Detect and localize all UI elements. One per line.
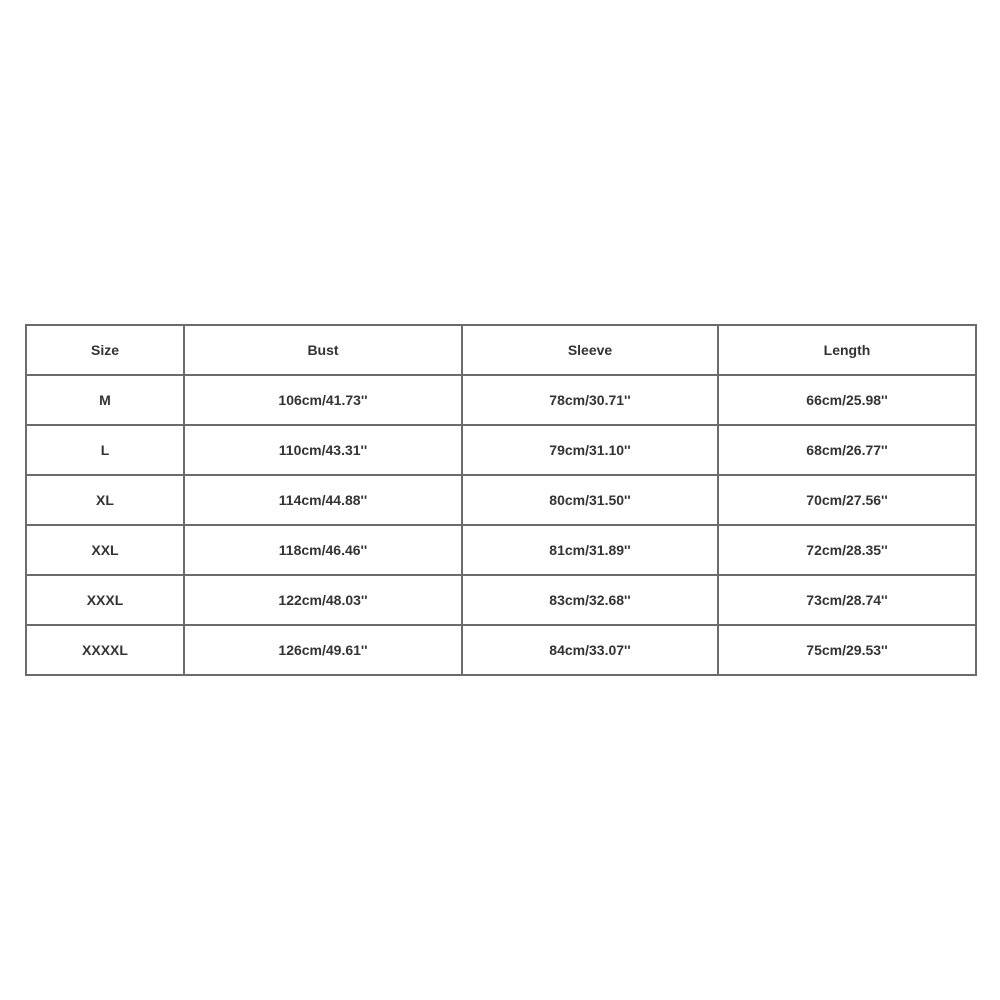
cell-bust: 114cm/44.88'' [184,475,462,525]
table-header [26,325,976,375]
header-size: Size [26,325,184,375]
cell-sleeve: 80cm/31.50'' [462,475,718,525]
cell-bust: 122cm/48.03'' [184,575,462,625]
cell-size: M [26,375,184,425]
table-row [26,625,976,675]
table-row [26,375,976,425]
cell-sleeve: 83cm/32.68'' [462,575,718,625]
cell-length: 68cm/26.77'' [718,425,976,475]
cell-sleeve: 78cm/30.71'' [462,375,718,425]
cell-bust: 106cm/41.73'' [184,375,462,425]
cell-bust: 118cm/46.46'' [184,525,462,575]
cell-size: XL [26,475,184,525]
cell-sleeve: 79cm/31.10'' [462,425,718,475]
cell-size: XXXXL [26,625,184,675]
header-row [26,325,976,375]
table-row [26,525,976,575]
cell-sleeve: 84cm/33.07'' [462,625,718,675]
cell-sleeve: 81cm/31.89'' [462,525,718,575]
cell-bust: 110cm/43.31'' [184,425,462,475]
cell-length: 75cm/29.53'' [718,625,976,675]
cell-size: XXL [26,525,184,575]
cell-bust: 126cm/49.61'' [184,625,462,675]
table-row [26,475,976,525]
cell-size: L [26,425,184,475]
header-bust: Bust [184,325,462,375]
header-length: Length [718,325,976,375]
size-chart-table [25,324,977,676]
table-body [26,375,976,675]
cell-length: 72cm/28.35'' [718,525,976,575]
header-sleeve: Sleeve [462,325,718,375]
cell-length: 66cm/25.98'' [718,375,976,425]
table-row [26,425,976,475]
cell-length: 70cm/27.56'' [718,475,976,525]
cell-size: XXXL [26,575,184,625]
table-row [26,575,976,625]
cell-length: 73cm/28.74'' [718,575,976,625]
